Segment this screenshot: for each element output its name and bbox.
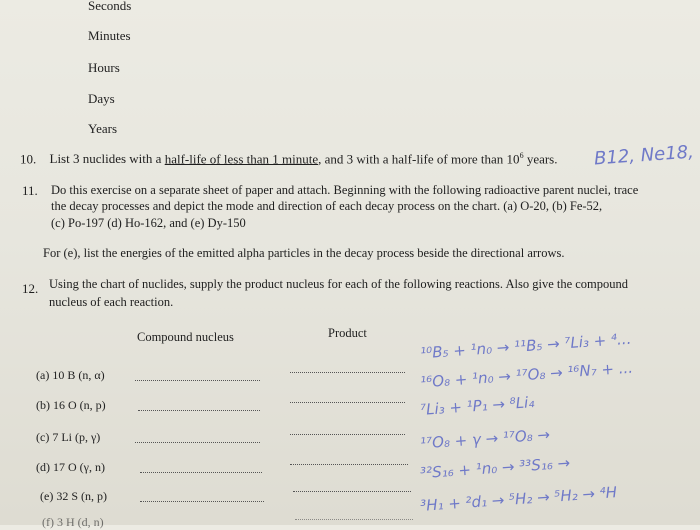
reaction-b-compound-line — [138, 410, 260, 411]
question-11-sub: For (e), list the energies of the emitted alpha particles in the decay process beside the directional arrows. — [43, 246, 565, 260]
question-10-text-a: List 3 nuclides with a — [49, 151, 165, 167]
reaction-b-product-line — [290, 402, 405, 403]
reaction-f-product-line — [295, 519, 413, 520]
reaction-c-label: (c) 7 Li (p, γ) — [36, 430, 101, 444]
unit-days: Days — [88, 91, 115, 106]
reaction-a-compound-line — [135, 380, 260, 381]
reaction-e-work: ³²S₁₆ + ¹n₀ → ³³S₁₆ → — [419, 453, 571, 483]
reaction-e-label: (e) 32 S (n, p) — [40, 489, 107, 503]
column-product: Product — [328, 326, 367, 340]
reaction-c-work: ⁷Li₃ + ¹P₁ → ⁸Li₄ — [419, 393, 535, 419]
question-12-line1: Using the chart of nuclides, supply the product nucleus for each of the following reactions. Also give the compound — [49, 277, 629, 291]
column-compound-nucleus: Compound nucleus — [137, 330, 234, 344]
reaction-e-product-line — [293, 491, 411, 492]
question-12-number: 12. — [22, 281, 39, 296]
question-11-line2: the decay processes and depict the mode and direction of each decay process on the chart. (a) O-20, (b) Fe-52, — [51, 199, 603, 213]
unit-years: Years — [88, 121, 118, 136]
reaction-c-compound-line — [135, 442, 260, 443]
reaction-a-product-line — [290, 372, 405, 373]
reaction-d-work: ¹⁷O₈ + γ → ¹⁷O₈ → — [419, 425, 551, 453]
reaction-e-compound-line — [140, 501, 264, 502]
reaction-f-work: ³H₁ + ²d₁ → ⁵H₂ → ⁵H₂ → ⁴H — [419, 483, 618, 515]
reaction-a-work: ¹⁰B₅ + ¹n₀ → ¹¹B₅ → ⁷Li₃ + ⁴... — [419, 329, 632, 363]
question-11-number: 11. — [22, 183, 38, 198]
reaction-a-label: (a) 10 B (n, α) — [36, 368, 105, 382]
question-11-line1: Do this exercise on a separate sheet of paper and attach. Beginning with the following radioactive parent nuclei, trace — [51, 183, 639, 197]
question-10-sup: 6 — [519, 151, 524, 160]
question-10-text-b: , and 3 with a half-life of more than 10 — [318, 151, 520, 167]
unit-minutes: Minutes — [88, 28, 131, 43]
reaction-d-label: (d) 17 O (γ, n) — [36, 460, 105, 474]
question-12-line2: nucleus of each reaction. — [49, 295, 174, 309]
unit-seconds: Seconds — [88, 0, 132, 13]
reaction-b-work: ¹⁶O₈ + ¹n₀ → ¹⁷O₈ → ¹⁶N₇ + ... — [419, 358, 634, 392]
question-10-underlined: half-life of less than 1 minute — [164, 151, 319, 167]
question-10-handwritten-answer: B12, Ne18, — [593, 141, 695, 170]
reaction-b-label: (b) 16 O (n, p) — [36, 398, 106, 412]
unit-hours: Hours — [88, 60, 120, 75]
reaction-c-product-line — [290, 434, 405, 435]
reaction-f-label: (f) 3 H (d, n) — [42, 515, 104, 529]
reaction-d-compound-line — [140, 472, 262, 473]
reaction-d-product-line — [290, 464, 408, 465]
question-11-line3: (c) Po-197 (d) Ho-162, and (e) Dy-150 — [51, 216, 246, 230]
question-10-text-c: years. — [523, 151, 558, 167]
question-10-number: 10. — [20, 151, 37, 167]
question-10 — [20, 151, 558, 167]
